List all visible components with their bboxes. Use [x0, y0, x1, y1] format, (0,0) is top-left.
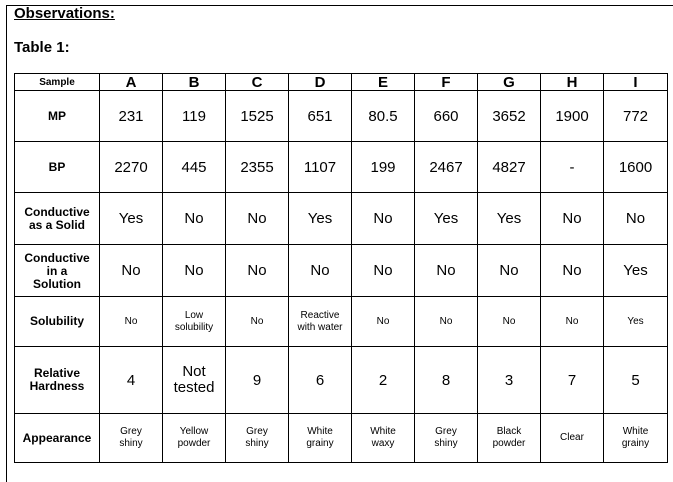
cell-line: Reactive [300, 309, 340, 321]
conductive-solid-cell: No [541, 193, 604, 245]
conductive-solid-cell: Yes [100, 193, 163, 245]
mp-cell: 660 [415, 91, 478, 142]
conductive-solution-cell: No [478, 245, 541, 297]
hardness-cell [226, 347, 289, 414]
cell-line: powder [177, 438, 211, 449]
mp-row [15, 91, 668, 142]
cell-line: shiny [434, 438, 458, 449]
solubility-cell [541, 297, 604, 347]
observations-heading: Observations: [14, 5, 115, 22]
mp-cell: 772 [604, 91, 668, 142]
mp-cell: 1900 [541, 91, 604, 142]
sample-header: B [163, 74, 226, 91]
cell-line: Grey [435, 426, 457, 437]
sample-header: D [289, 74, 352, 91]
cell-line: No [439, 315, 453, 327]
label-line: in a [46, 263, 68, 278]
appearance-cell [352, 414, 415, 463]
hardness-cell [415, 347, 478, 414]
bp-cell: 1107 [289, 142, 352, 193]
bp-cell: 199 [352, 142, 415, 193]
label-line: Solution [33, 276, 81, 291]
label-line: Conductive [24, 205, 90, 219]
hardness-cell [100, 347, 163, 414]
hardness-cell [604, 347, 668, 414]
conductive-solid-row [15, 193, 668, 245]
cell-line: shiny [119, 438, 143, 449]
cell-line: grainy [621, 438, 650, 449]
cell-line: No [250, 315, 264, 327]
solubility-row-label: Solubility [15, 297, 100, 347]
cell-line: Black [496, 426, 522, 437]
sample-header: A [100, 74, 163, 91]
mp-row-label: MP [15, 91, 100, 142]
bp-cell: - [541, 142, 604, 193]
conductive-solution-cell: No [289, 245, 352, 297]
cell-line: Grey [246, 426, 268, 437]
conductive-solution-cell: No [541, 245, 604, 297]
appearance-cell [604, 414, 668, 463]
cell-line: powder [492, 438, 526, 449]
appearance-cell [100, 414, 163, 463]
conductive-solution-cell: No [163, 245, 226, 297]
cell-line: 2 [378, 371, 388, 389]
cell-line: Not [182, 363, 206, 380]
table-caption: Table 1: [14, 39, 70, 56]
conductive-solution-cell: No [415, 245, 478, 297]
label-line: Hardness [29, 379, 85, 393]
cell-line: Grey [120, 426, 142, 437]
sample-corner-label: Sample [15, 74, 100, 91]
cell-line: No [565, 315, 579, 327]
mp-cell: 80.5 [352, 91, 415, 142]
sample-header: C [226, 74, 289, 91]
conductive-solid-cell: No [352, 193, 415, 245]
solubility-cell [604, 297, 668, 347]
label-line: as a Solid [28, 218, 86, 232]
cell-line: White [622, 426, 649, 437]
solubility-cell [352, 297, 415, 347]
bp-cell: 2355 [226, 142, 289, 193]
conductive-solution-cell: No [352, 245, 415, 297]
solubility-cell [415, 297, 478, 347]
cell-line: 4 [126, 371, 136, 389]
appearance-cell [289, 414, 352, 463]
solubility-cell [163, 297, 226, 347]
cell-line: grainy [306, 438, 334, 449]
cell-line: 8 [441, 371, 451, 389]
bp-cell: 2467 [415, 142, 478, 193]
conductive-solution-cell: No [226, 245, 289, 297]
cell-line: 5 [631, 371, 640, 389]
cell-line: No [502, 315, 516, 327]
conductive-solid-cell: No [226, 193, 289, 245]
cell-line: 3 [504, 371, 514, 389]
sample-header: E [352, 74, 415, 91]
hardness-cell [541, 347, 604, 414]
cell-line: shiny [245, 438, 269, 449]
conductive-solid-cell: Yes [289, 193, 352, 245]
cell-line: White [307, 426, 333, 437]
hardness-cell [478, 347, 541, 414]
conductive-solution-row-label [15, 245, 100, 297]
conductive-solid-row-label [15, 193, 100, 245]
mp-cell: 119 [163, 91, 226, 142]
cell-line: White [370, 426, 396, 437]
sample-header: I [604, 74, 668, 91]
hardness-cell [352, 347, 415, 414]
sample-header: H [541, 74, 604, 91]
conductive-solution-cell: Yes [604, 245, 668, 297]
cell-line: No [376, 315, 390, 327]
mp-cell: 231 [100, 91, 163, 142]
cell-line: tested [173, 379, 215, 396]
cell-line: 7 [567, 371, 577, 389]
bp-cell: 4827 [478, 142, 541, 193]
cell-line: No [124, 315, 138, 327]
hardness-row [15, 347, 668, 414]
appearance-cell [478, 414, 541, 463]
conductive-solution-row [15, 245, 668, 297]
solubility-cell [100, 297, 163, 347]
solubility-cell [478, 297, 541, 347]
conductive-solid-cell: Yes [415, 193, 478, 245]
hardness-cell [163, 347, 226, 414]
cell-line: Low [184, 309, 204, 321]
observations-table [14, 73, 668, 463]
solubility-row [15, 297, 668, 347]
appearance-row-label: Appearance [15, 414, 100, 463]
cell-line: 9 [252, 371, 262, 389]
appearance-cell [415, 414, 478, 463]
mp-cell: 1525 [226, 91, 289, 142]
conductive-solution-cell: No [100, 245, 163, 297]
bp-row-label: BP [15, 142, 100, 193]
cell-line: Clear [560, 432, 584, 443]
appearance-row [15, 414, 668, 463]
bp-row [15, 142, 668, 193]
sample-header: F [415, 74, 478, 91]
sample-header-row [15, 74, 668, 91]
solubility-cell [226, 297, 289, 347]
hardness-cell [289, 347, 352, 414]
mp-cell: 3652 [478, 91, 541, 142]
appearance-cell [163, 414, 226, 463]
cell-line: 6 [315, 371, 325, 389]
solubility-cell [289, 297, 352, 347]
conductive-solid-cell: Yes [478, 193, 541, 245]
cell-line: Yellow [179, 426, 209, 437]
appearance-cell [226, 414, 289, 463]
hardness-row-label [15, 347, 100, 414]
bp-cell: 2270 [100, 142, 163, 193]
sample-header: G [478, 74, 541, 91]
cell-line: waxy [371, 438, 395, 449]
mp-cell: 651 [289, 91, 352, 142]
cell-line: with water [297, 321, 343, 333]
bp-cell: 445 [163, 142, 226, 193]
bp-cell: 1600 [604, 142, 668, 193]
conductive-solid-cell: No [604, 193, 668, 245]
appearance-cell [541, 414, 604, 463]
conductive-solid-cell: No [163, 193, 226, 245]
label-line: Conductive [24, 250, 90, 265]
cell-line: Yes [627, 315, 644, 327]
cell-line: solubility [174, 321, 214, 333]
label-line: Relative [33, 366, 81, 380]
